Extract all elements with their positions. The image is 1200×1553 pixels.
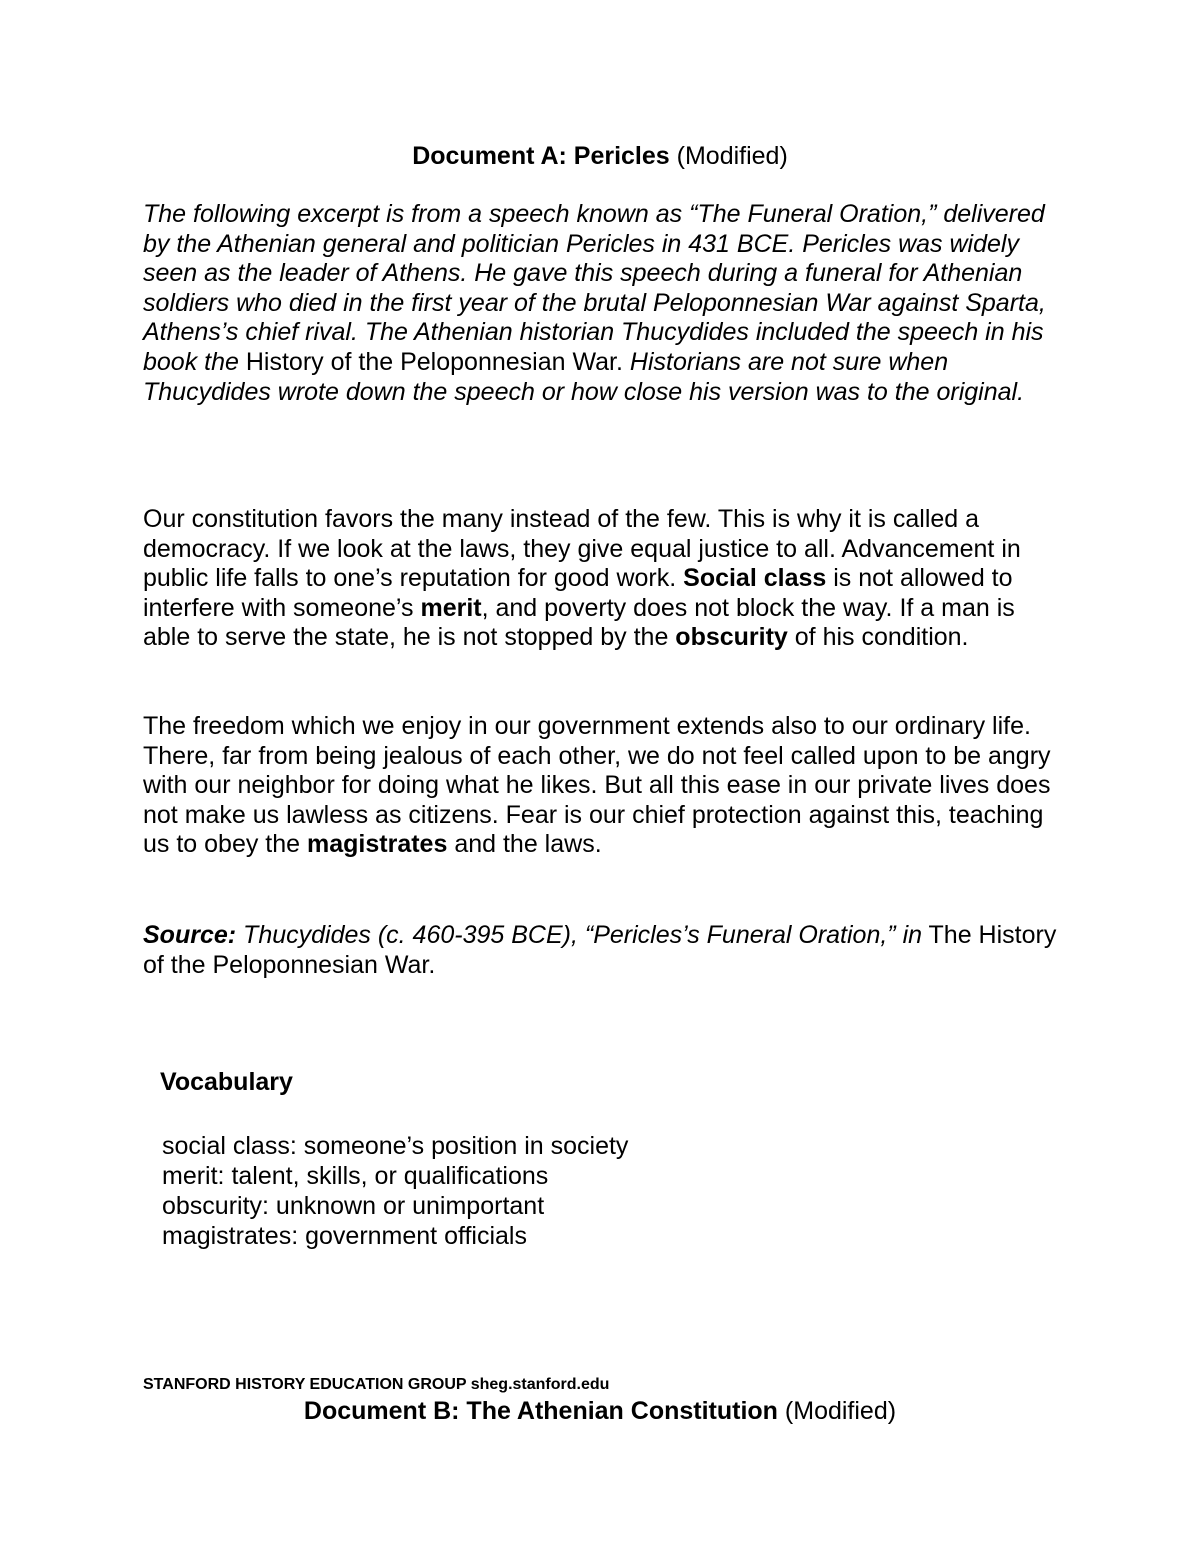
vocabulary-item: merit: talent, skills, or qualifications (162, 1162, 549, 1190)
intro-text-continued: Historians are not sure when Thucydides wrote down the speech or how close his version was to the original. (143, 347, 1025, 406)
intro-text: The following excerpt is from a speech known as “The Funeral Oration,” delivered by the Athenian general and politician Pericles in 431 BCE. Pericles was widely seen as the leader of Athens. He gave this speech during a funeral for Athenian soldiers who died in the first year of the brutal Peloponnesian War against Sparta, Athens’s chief rival. The Athenian historian Thucydides included the speech in his book the (143, 200, 1046, 376)
source-work-title: The History of the Peloponnesian War. (143, 921, 1057, 979)
document-b-title-main: Document B: The Athenian Constitution (303, 1397, 778, 1425)
page-footer: STANFORD HISTORY EDUCATION GROUP sheg.stanford.edu (143, 1376, 610, 1393)
source-citation-text: Thucydides (c. 460-395 BCE), “Pericles’s Funeral Oration,” in (243, 921, 923, 949)
document-b-title (0, 1396, 1200, 1426)
document-a-introduction (143, 200, 1058, 407)
term-social-class: Social class (683, 564, 827, 593)
term-obscurity: obscurity (675, 623, 788, 652)
document-a-title-main: Document A: Pericles (412, 142, 670, 170)
excerpt-paragraph-2 (143, 712, 1058, 860)
vocabulary-item: social class: someone’s position in society (162, 1132, 629, 1160)
term-merit: merit (420, 593, 482, 622)
term-magistrates: magistrates (307, 830, 448, 859)
paragraph-2-text-a: The freedom which we enjoy in our government extends also to our ordinary life. There, far from being jealous of each other, we do not feel called upon to be angry with our neighbor for doing what he likes. But all this ease in our private lives does not make us lawless as citizens. Fear is our chief protection against this, teaching us to obey the (143, 712, 1051, 859)
document-b-title-suffix: (Modified) (784, 1397, 897, 1425)
source-label: Source: (143, 921, 237, 949)
vocabulary-heading: Vocabulary (160, 1068, 293, 1096)
document-a-title-suffix: (Modified) (676, 142, 788, 170)
paragraph-1-text-a: Our constitution favors the many instead of the few. This is why it is called a democracy. If we look at the laws, they give equal justice to all. Advancement in public life falls to one’s reputation for good work. (143, 505, 1021, 593)
vocabulary-item: obscurity: unknown or unimportant (162, 1192, 545, 1220)
vocabulary-item: magistrates: government officials (162, 1222, 527, 1250)
paragraph-2-text-b: and the laws. (454, 830, 602, 859)
vocabulary-list (162, 1131, 628, 1251)
paragraph-1-text-d: of his condition. (794, 623, 969, 652)
intro-book-title: History of the Peloponnesian War. (245, 347, 623, 376)
excerpt-paragraph-1 (143, 505, 1058, 653)
paragraph-1-text-c: , and poverty does not block the way. If a man is able to serve the state, he is not stopped by the (143, 593, 1015, 652)
source-citation (143, 921, 1058, 980)
document-a-title (0, 141, 1200, 171)
paragraph-1-text-b: is not allowed to interfere with someone’s (143, 564, 1013, 622)
